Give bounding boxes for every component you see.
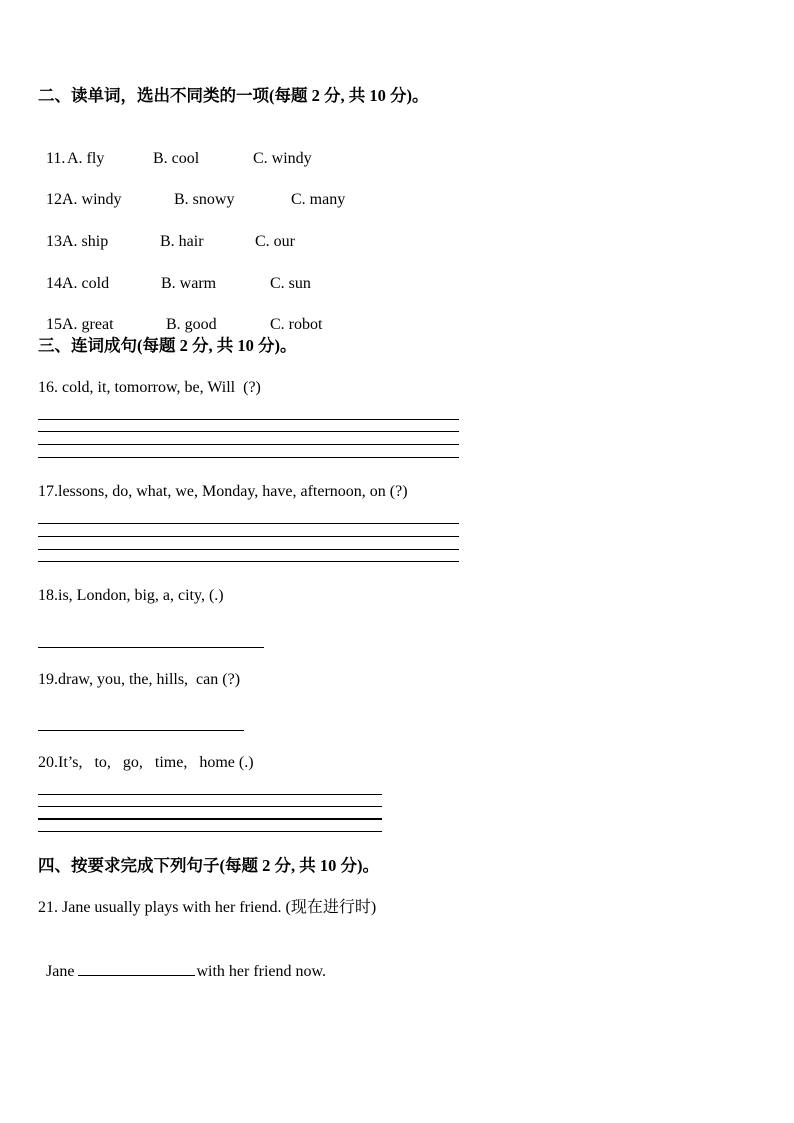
fill-in-blank[interactable] — [78, 960, 195, 976]
option-c: C. our — [255, 233, 295, 250]
question-11 — [38, 129, 312, 169]
question-18: 18.is, London, big, a, city, (.) — [38, 587, 224, 604]
option-a: A. cold — [62, 275, 110, 292]
option-a: A. fly — [67, 150, 105, 167]
answer-line[interactable] — [38, 647, 264, 648]
question-number: 12. — [46, 191, 66, 208]
question-21: 21. Jane usually plays with her friend. (现在进行时) — [38, 899, 377, 916]
section-3-heading: 三、连词成句(每题 2 分, 共 10 分)。 — [38, 336, 297, 355]
question-number: 11. — [46, 150, 70, 167]
option-a: A. windy — [62, 191, 122, 208]
answer-prefix: Jane — [46, 963, 75, 980]
option-b: B. snowy — [174, 191, 235, 208]
option-a: A. ship — [62, 233, 109, 250]
option-c: C. robot — [270, 316, 323, 333]
answer-line[interactable] — [38, 818, 382, 820]
answer-line[interactable] — [38, 444, 459, 445]
option-b: B. good — [166, 316, 217, 333]
question-number: 14. — [46, 275, 66, 292]
option-c: C. windy — [253, 150, 312, 167]
question-20: 20.It’s, to, go, time, home (.) — [38, 754, 254, 771]
option-c: C. sun — [270, 275, 311, 292]
answer-line[interactable] — [38, 794, 382, 795]
option-c: C. many — [291, 191, 346, 208]
question-17: 17.lessons, do, what, we, Monday, have, afternoon, on (?) — [38, 483, 408, 500]
question-number: 13. — [46, 233, 66, 250]
question-14 — [38, 254, 311, 294]
answer-line[interactable] — [38, 419, 459, 420]
option-a: A. great — [62, 316, 114, 333]
answer-line[interactable] — [38, 457, 459, 458]
question-16: 16. cold, it, tomorrow, be, Will (?) — [38, 379, 261, 396]
answer-line[interactable] — [38, 561, 459, 562]
answer-line[interactable] — [38, 431, 459, 432]
answer-line[interactable] — [38, 730, 244, 731]
answer-line[interactable] — [38, 831, 382, 832]
answer-suffix: with her friend now. — [196, 963, 327, 980]
question-12 — [38, 170, 346, 210]
answer-line[interactable] — [38, 806, 382, 807]
section-4-heading: 四、按要求完成下列句子(每题 2 分, 共 10 分)。 — [38, 856, 379, 875]
question-number: 15. — [46, 316, 66, 333]
question-21-answer — [38, 940, 326, 982]
question-13 — [38, 212, 295, 252]
option-b: B. cool — [153, 150, 200, 167]
section-2-heading: 二、读单词，选出不同类的一项(每题 2 分, 共 10 分)。 — [38, 86, 429, 105]
answer-line[interactable] — [38, 549, 459, 550]
question-15 — [38, 295, 323, 335]
answer-line[interactable] — [38, 523, 459, 524]
option-b: B. warm — [161, 275, 217, 292]
option-b: B. hair — [160, 233, 204, 250]
question-19: 19.draw, you, the, hills, can (?) — [38, 671, 241, 688]
answer-line[interactable] — [38, 536, 459, 537]
